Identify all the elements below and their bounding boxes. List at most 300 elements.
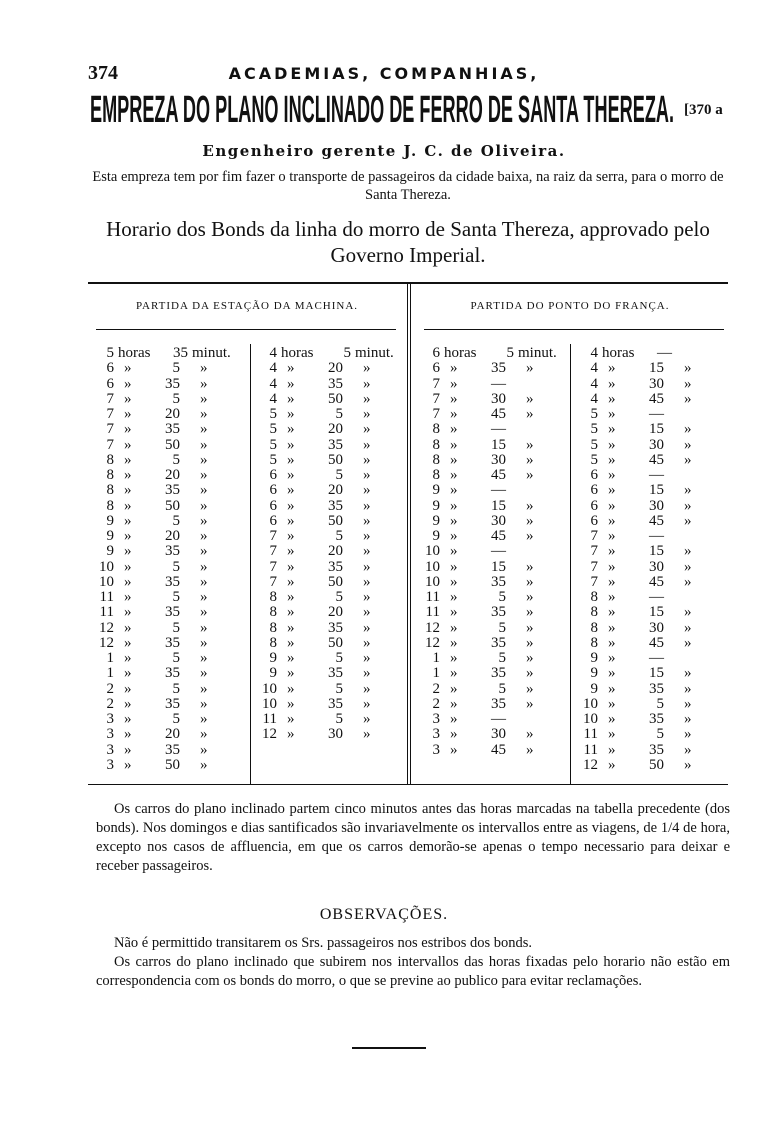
ditto-mark: » — [608, 528, 616, 544]
column-divider-left — [250, 344, 251, 784]
hour-cell: 8 — [432, 436, 440, 453]
column-divider-right — [570, 344, 571, 784]
minute-cell: 5 — [172, 360, 180, 377]
table-divider — [407, 284, 408, 784]
minute-cell: 35 — [328, 619, 343, 636]
table-row — [255, 468, 405, 483]
ditto-mark: » — [200, 619, 208, 636]
ditto-mark: » — [287, 451, 295, 468]
ditto-mark: » — [526, 528, 534, 544]
minute-cell: 45 — [649, 390, 664, 407]
hour-cell: 9 — [269, 665, 277, 682]
minute-cell: 35 — [165, 634, 180, 651]
table-row — [92, 499, 242, 514]
minute-cell: 35 — [328, 436, 343, 453]
table-row — [418, 621, 568, 636]
hour-cell: 6 — [106, 360, 114, 377]
table-row — [576, 361, 726, 376]
table-row — [418, 651, 568, 666]
minute-cell: 15 — [649, 360, 664, 377]
ditto-mark: » — [526, 604, 534, 621]
table-row — [92, 621, 242, 636]
ditto-mark: » — [526, 436, 534, 453]
minute-cell: 15 — [649, 482, 664, 499]
ditto-mark: » — [450, 665, 458, 682]
table-row — [576, 560, 726, 575]
hour-cell: 11 — [262, 711, 277, 727]
ditto-mark: » — [608, 695, 616, 712]
ditto-mark: » — [450, 497, 458, 514]
ditto-mark: » — [287, 619, 295, 636]
engineer-line: Engenheiro gerente J. C. de Oliveira. — [202, 142, 566, 160]
minute-cell: 5 — [506, 345, 514, 361]
hours-label: horas — [281, 345, 314, 361]
ditto-mark: » — [124, 695, 132, 712]
ditto-mark: » — [684, 543, 692, 560]
ditto-mark: » — [684, 680, 692, 697]
ditto-mark: » — [363, 482, 371, 499]
minute-cell: 30 — [491, 726, 506, 743]
ditto-mark: » — [450, 406, 458, 422]
minute-cell: 5 — [172, 619, 180, 636]
running-header: ACADEMIAS, COMPANHIAS, — [228, 64, 540, 83]
minute-cell: 20 — [328, 421, 343, 438]
ditto-mark: » — [200, 436, 208, 453]
minute-cell: 5 — [656, 695, 664, 712]
ditto-mark: » — [450, 634, 458, 651]
minute-cell: 45 — [649, 512, 664, 529]
ditto-mark: » — [124, 589, 132, 605]
minute-cell: 5 — [335, 711, 343, 727]
ditto-mark: » — [526, 680, 534, 697]
minute-cell: 35 — [649, 680, 664, 697]
ditto-mark: » — [526, 726, 534, 743]
table-row — [92, 682, 242, 697]
ditto-mark: » — [287, 650, 295, 666]
table-row — [92, 453, 242, 468]
table-row — [418, 560, 568, 575]
hours-label: horas — [118, 345, 151, 361]
observations-title: OBSERVAÇÕES. — [319, 906, 449, 923]
minute-cell: 15 — [649, 604, 664, 621]
hour-cell: 10 — [425, 543, 440, 560]
ditto-mark: » — [200, 467, 208, 483]
ditto-mark: » — [526, 558, 534, 575]
minute-cell: 35 — [491, 634, 506, 651]
observation-item: Não é permittido transitarem os Srs. passageiros nos estribos dos bonds. — [114, 935, 533, 951]
table-row — [576, 483, 726, 498]
hours-label: horas — [602, 345, 635, 361]
table-row — [92, 590, 242, 605]
hour-cell: 8 — [269, 619, 277, 636]
minute-cell: 5 — [498, 650, 506, 666]
hour-cell: 8 — [269, 604, 277, 621]
minute-cell: — — [657, 345, 672, 361]
ditto-mark: » — [124, 650, 132, 666]
hour-cell: 1 — [106, 665, 114, 682]
ditto-mark: » — [363, 634, 371, 651]
ditto-mark: » — [450, 711, 458, 727]
notes-section — [96, 800, 730, 876]
ditto-mark: » — [287, 634, 295, 651]
table-row — [255, 651, 405, 666]
table-row — [576, 666, 726, 681]
table-row — [92, 407, 242, 422]
left-heading: PARTIDA DA ESTAÇÃO DA MACHINA. — [135, 300, 359, 312]
ditto-mark: » — [287, 589, 295, 605]
hour-cell: 8 — [106, 467, 114, 483]
hour-cell: 3 — [432, 741, 440, 758]
minute-cell: 35 — [491, 604, 506, 621]
minute-cell: 15 — [649, 421, 664, 438]
ditto-mark: » — [363, 558, 371, 575]
table-row — [576, 636, 726, 651]
hour-cell: 1 — [106, 650, 114, 666]
hour-cell: 4 — [269, 390, 277, 407]
hour-cell: 4 — [269, 345, 277, 361]
ditto-mark: » — [450, 421, 458, 438]
table-row — [255, 499, 405, 514]
hour-cell: 9 — [432, 482, 440, 499]
hour-cell: 8 — [432, 467, 440, 483]
hour-cell: 11 — [99, 589, 114, 605]
table-row — [92, 651, 242, 666]
ditto-mark: » — [200, 589, 208, 605]
hour-cell: 7 — [269, 528, 277, 544]
ditto-mark: » — [287, 665, 295, 682]
ditto-mark: » — [287, 375, 295, 392]
ditto-mark: » — [287, 467, 295, 483]
table-row — [576, 392, 726, 407]
ditto-mark: » — [450, 680, 458, 697]
hour-cell: 7 — [106, 436, 114, 453]
table-row — [255, 361, 405, 376]
table-row — [418, 361, 568, 376]
minute-cell: 15 — [491, 497, 506, 514]
ditto-mark: » — [124, 711, 132, 727]
ditto-mark: » — [526, 360, 534, 377]
hour-cell: 5 — [269, 406, 277, 422]
hour-cell: 7 — [432, 375, 440, 392]
ditto-mark: » — [450, 741, 458, 758]
minute-cell: 5 — [172, 558, 180, 575]
page-number: 374 — [88, 62, 118, 84]
ditto-mark: » — [608, 573, 616, 590]
hour-cell: 8 — [590, 634, 598, 651]
ditto-mark: » — [287, 543, 295, 560]
minute-cell: 35 — [491, 695, 506, 712]
ditto-mark: » — [450, 650, 458, 666]
minute-cell: 5 — [498, 619, 506, 636]
ditto-mark: » — [363, 406, 371, 422]
ditto-mark: » — [450, 482, 458, 499]
hour-cell: 10 — [99, 573, 114, 590]
title-container — [90, 84, 676, 130]
hour-cell: 9 — [106, 512, 114, 529]
ditto-mark: » — [124, 512, 132, 529]
hour-cell: 3 — [432, 726, 440, 743]
ditto-mark: » — [526, 390, 534, 407]
table-row — [576, 422, 726, 437]
ditto-mark: » — [363, 650, 371, 666]
table-row — [576, 407, 726, 422]
ditto-mark: » — [124, 390, 132, 407]
table-row — [255, 407, 405, 422]
ditto-mark: » — [608, 650, 616, 666]
minute-cell: 5 — [498, 680, 506, 697]
table-row — [576, 743, 726, 758]
ditto-mark: » — [684, 665, 692, 682]
minutes-label: minut. — [518, 345, 557, 361]
minute-cell: 5 — [172, 711, 180, 727]
minute-cell: 35 — [165, 665, 180, 682]
ditto-mark: » — [450, 726, 458, 743]
hour-cell: 9 — [432, 512, 440, 529]
minute-cell: 35 — [491, 573, 506, 590]
ditto-mark: » — [287, 512, 295, 529]
table-row — [418, 438, 568, 453]
ditto-mark: » — [608, 543, 616, 560]
ditto-mark: » — [608, 406, 616, 422]
hour-cell: 2 — [432, 695, 440, 712]
ditto-mark: » — [608, 589, 616, 605]
table-bottom-rule — [88, 784, 728, 785]
ditto-mark: » — [200, 650, 208, 666]
minute-cell: — — [491, 711, 506, 727]
minute-cell: 35 — [649, 711, 664, 727]
table-row — [576, 621, 726, 636]
hour-cell: 8 — [590, 604, 598, 621]
hour-cell: 8 — [269, 589, 277, 605]
ditto-mark: » — [287, 482, 295, 499]
table-row — [255, 392, 405, 407]
hour-cell: 5 — [590, 421, 598, 438]
ditto-mark: » — [363, 390, 371, 407]
ditto-mark: » — [684, 512, 692, 529]
ditto-mark: » — [124, 421, 132, 438]
hour-cell: 5 — [269, 451, 277, 468]
table-row — [576, 590, 726, 605]
hour-cell: 11 — [425, 589, 440, 605]
minute-cell: 35 — [491, 665, 506, 682]
ditto-mark: » — [526, 512, 534, 529]
table-row — [418, 590, 568, 605]
table-row — [418, 666, 568, 681]
minute-cell: 50 — [165, 436, 180, 453]
ditto-mark: » — [684, 436, 692, 453]
hour-cell: 7 — [590, 528, 598, 544]
schedule-column — [418, 346, 568, 758]
ditto-mark: » — [363, 680, 371, 697]
minute-cell: — — [649, 528, 664, 544]
table-row — [576, 377, 726, 392]
table-row — [92, 743, 242, 758]
table-row — [92, 514, 242, 529]
minute-cell: 5 — [335, 680, 343, 697]
table-row — [92, 377, 242, 392]
ditto-mark: » — [526, 634, 534, 651]
minute-cell: 20 — [165, 726, 180, 743]
ditto-mark: » — [526, 497, 534, 514]
ditto-mark: » — [526, 451, 534, 468]
ditto-mark: » — [608, 451, 616, 468]
hour-cell: 8 — [432, 421, 440, 438]
table-row — [576, 605, 726, 620]
ditto-mark: » — [287, 436, 295, 453]
ditto-mark: » — [450, 467, 458, 483]
table-row — [255, 697, 405, 712]
ditto-mark: » — [124, 436, 132, 453]
ditto-mark: » — [450, 375, 458, 392]
table-row — [92, 560, 242, 575]
ditto-mark: » — [124, 604, 132, 621]
ditto-mark: » — [200, 375, 208, 392]
minute-cell: — — [491, 543, 506, 560]
table-row — [255, 422, 405, 437]
table-row — [418, 605, 568, 620]
observation-item: Os carros do plano inclinado que subirem nos intervallos das horas fixadas pelo horario não estão em correspondencia com os bonds do morro, o que se previne ao publico para evitar reclamações. — [96, 954, 730, 989]
ditto-mark: » — [200, 406, 208, 422]
ditto-mark: » — [200, 634, 208, 651]
table-row — [418, 544, 568, 559]
table-row — [92, 483, 242, 498]
table-head-rule-left — [96, 329, 396, 330]
ditto-mark: » — [287, 558, 295, 575]
minute-cell: 5 — [172, 390, 180, 407]
ditto-mark: » — [684, 497, 692, 514]
table-row — [418, 529, 568, 544]
minute-cell: 35 — [173, 345, 188, 361]
table-row — [255, 666, 405, 681]
intro-text: Esta empreza tem por fim fazer o transporte de passageiros da cidade baixa, na raiz da serra, para o morro de Santa Thereza. — [92, 169, 724, 203]
minute-cell: 50 — [328, 512, 343, 529]
hour-cell: 7 — [106, 406, 114, 422]
schedule-column — [576, 346, 726, 773]
hour-cell: 10 — [583, 695, 598, 712]
ditto-mark: » — [363, 512, 371, 529]
table-row — [418, 392, 568, 407]
table-row — [576, 453, 726, 468]
table-row — [576, 697, 726, 712]
ditto-mark: » — [450, 589, 458, 605]
minute-cell: 35 — [328, 375, 343, 392]
hour-cell: 4 — [269, 360, 277, 377]
hour-cell: 12 — [583, 756, 598, 773]
ditto-mark: » — [608, 558, 616, 575]
hour-cell: 7 — [590, 558, 598, 575]
end-rule — [352, 1047, 426, 1049]
schedule-column — [92, 346, 242, 773]
table-row — [92, 727, 242, 742]
ditto-mark: » — [526, 406, 534, 422]
ditto-mark: » — [287, 604, 295, 621]
minute-cell: 15 — [649, 665, 664, 682]
table-row — [92, 422, 242, 437]
hour-cell: 6 — [590, 467, 598, 483]
ditto-mark: » — [200, 528, 208, 544]
ditto-mark: » — [450, 390, 458, 407]
table-row — [418, 422, 568, 437]
table-row — [255, 346, 405, 361]
ditto-mark: » — [363, 497, 371, 514]
ditto-mark: » — [684, 695, 692, 712]
table-top-rule — [88, 282, 728, 284]
hour-cell: 9 — [590, 665, 598, 682]
minute-cell: 35 — [328, 497, 343, 514]
ditto-mark: » — [200, 741, 208, 758]
minute-cell: — — [649, 589, 664, 605]
minute-cell: 20 — [328, 360, 343, 377]
ditto-mark: » — [684, 619, 692, 636]
table-row — [576, 438, 726, 453]
ditto-mark: » — [450, 436, 458, 453]
table-row — [418, 483, 568, 498]
table-row — [576, 544, 726, 559]
ditto-mark: » — [684, 558, 692, 575]
ditto-mark: » — [608, 726, 616, 743]
table-row — [576, 346, 726, 361]
minute-cell: 20 — [165, 406, 180, 422]
hour-cell: 5 — [269, 421, 277, 438]
minutes-label: minut. — [355, 345, 394, 361]
hour-cell: 7 — [590, 543, 598, 560]
minute-cell: 35 — [165, 421, 180, 438]
ditto-mark: » — [124, 741, 132, 758]
table-row — [92, 468, 242, 483]
ditto-mark: » — [608, 711, 616, 727]
schedule-title: Horario dos Bonds da linha do morro de Santa Thereza, approvado pelo Governo Imperial. — [106, 217, 710, 267]
ditto-mark: » — [684, 421, 692, 438]
table-row — [255, 560, 405, 575]
table-row — [576, 514, 726, 529]
ditto-mark: » — [526, 665, 534, 682]
minute-cell: 30 — [328, 726, 343, 743]
ditto-mark: » — [608, 619, 616, 636]
hour-cell: 11 — [425, 604, 440, 621]
table-row — [92, 636, 242, 651]
hour-cell: 8 — [106, 497, 114, 514]
minute-cell: 30 — [649, 436, 664, 453]
table-row — [92, 544, 242, 559]
hour-cell: 5 — [590, 406, 598, 422]
ditto-mark: » — [287, 497, 295, 514]
table-row — [92, 361, 242, 376]
ditto-mark: » — [124, 467, 132, 483]
ditto-mark: » — [526, 467, 534, 483]
hour-cell: 5 — [590, 436, 598, 453]
table-row — [92, 712, 242, 727]
hour-cell: 7 — [106, 421, 114, 438]
table-row — [576, 529, 726, 544]
hour-cell: 6 — [269, 497, 277, 514]
hour-cell: 3 — [106, 726, 114, 743]
hour-cell: 10 — [262, 680, 277, 697]
ditto-mark: » — [684, 573, 692, 590]
ditto-mark: » — [450, 558, 458, 575]
ditto-mark: » — [124, 756, 132, 773]
table-row — [255, 636, 405, 651]
hour-cell: 3 — [106, 756, 114, 773]
table-row — [418, 697, 568, 712]
ditto-mark: » — [287, 573, 295, 590]
hour-cell: 10 — [425, 573, 440, 590]
ditto-mark: » — [608, 467, 616, 483]
ditto-mark: » — [287, 726, 295, 743]
minute-cell: 30 — [649, 558, 664, 575]
ditto-mark: » — [608, 680, 616, 697]
minute-cell: — — [649, 406, 664, 422]
ditto-mark: » — [450, 451, 458, 468]
